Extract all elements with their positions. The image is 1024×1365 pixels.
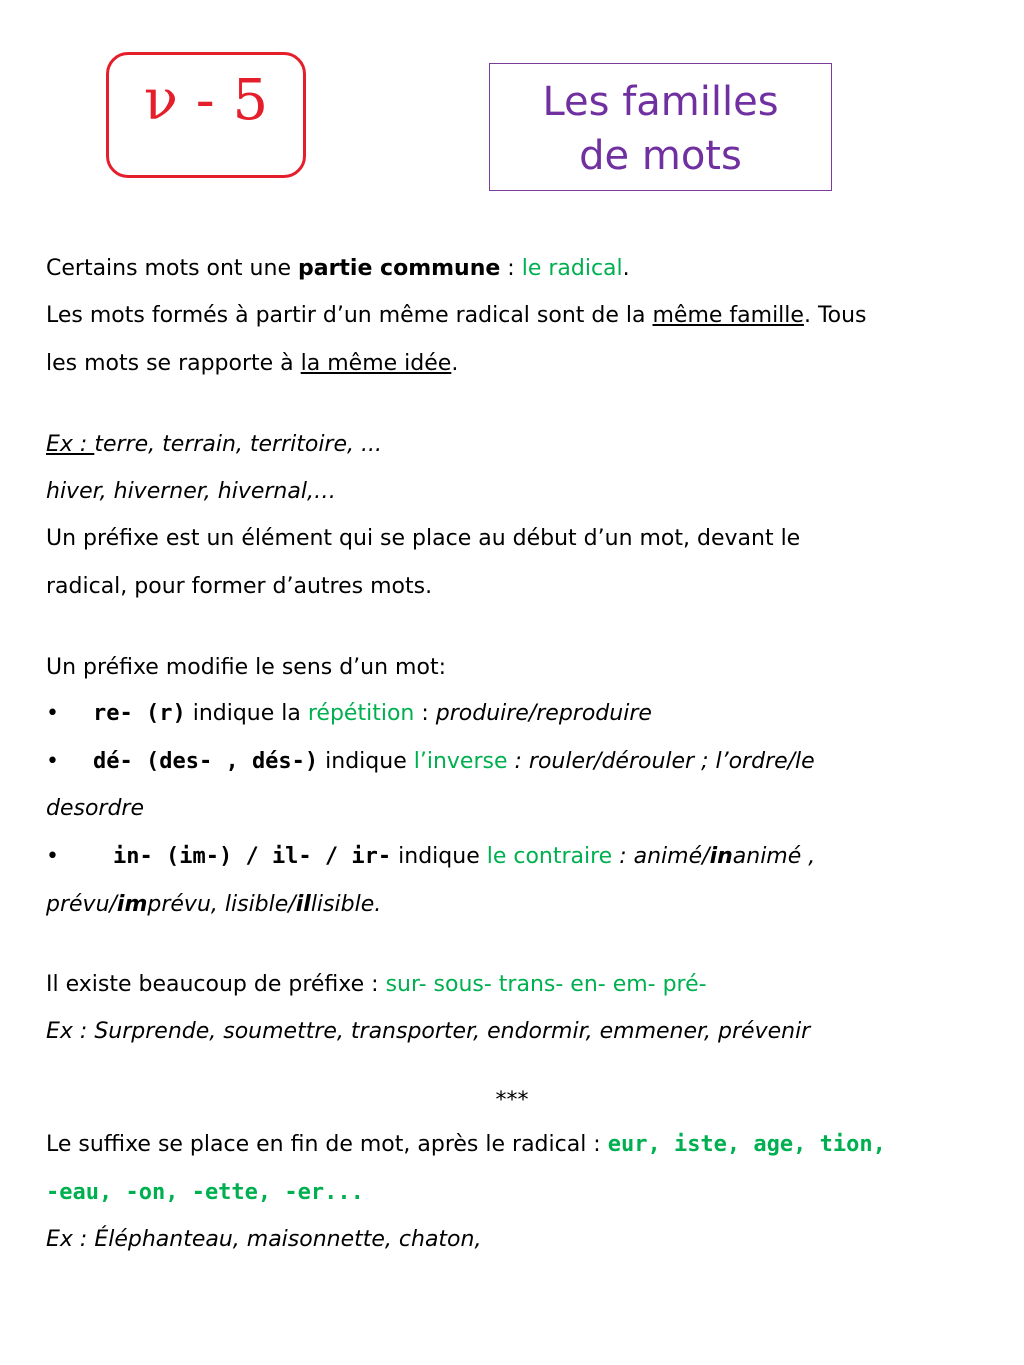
keyword-partie-commune: partie commune <box>297 256 501 281</box>
example: lisible. <box>310 892 382 917</box>
example: : rouler/dérouler ; l’ordre/le <box>507 749 815 774</box>
bullet-in-continuation <box>46 894 381 916</box>
prefix-in: in- (im-) / il- / ir- <box>113 844 392 869</box>
text: les mots se rapporte à <box>46 351 301 376</box>
text: : <box>500 256 522 281</box>
meaning-contraire: le contraire <box>486 844 613 869</box>
prefix-definition-1: Un préfixe est un élément qui se place au début d’un mot, devant le <box>46 526 801 551</box>
lesson-number: ν - 5 <box>143 68 269 133</box>
bullet-in <box>46 846 815 868</box>
bullet-icon: • <box>46 701 59 726</box>
text: . Tous <box>803 303 867 328</box>
bullet-de <box>46 751 815 773</box>
suffix-example: Ex : Éléphanteau, maisonnette, chaton, <box>46 1227 482 1252</box>
example: prévu/ <box>46 892 117 917</box>
prefix-de: dé- (des- , dés-) <box>93 749 319 774</box>
example-line-1 <box>46 434 382 456</box>
suffix-list: eur, iste, age, tion, <box>607 1132 886 1157</box>
bullet-de-continuation: desordre <box>46 796 145 821</box>
prefix-list: sur- sous- trans- en- em- pré- <box>385 972 707 997</box>
title-line-1: Les familles <box>542 79 779 125</box>
intro-line-3 <box>46 353 458 375</box>
example: prévu, lisible/ <box>147 892 296 917</box>
example-prefix: in <box>709 844 733 869</box>
suffix-line-1 <box>46 1134 886 1156</box>
suffix-line-2: -eau, -on, -ette, -er... <box>46 1180 364 1205</box>
text: Le suffixe se place en fin de mot, après le radical : <box>46 1132 608 1157</box>
prefix-definition-2: radical, pour former d’autres mots. <box>46 574 433 599</box>
text: indique <box>318 749 414 774</box>
bullet-icon: • <box>46 844 59 869</box>
many-prefixes-line <box>46 974 707 996</box>
text: Certains mots ont une <box>46 256 298 281</box>
example-label: Ex : <box>46 432 95 457</box>
separator: *** <box>495 1088 529 1113</box>
bullet-re <box>46 703 652 725</box>
intro-line-1 <box>46 258 630 280</box>
title-line-2: de mots <box>579 133 742 179</box>
example-prefix: im <box>116 892 148 917</box>
example: produire/reproduire <box>435 701 652 726</box>
text: indique la <box>185 701 308 726</box>
example-text: terre, terrain, territoire, ... <box>94 432 382 457</box>
bullet-icon: • <box>46 749 59 774</box>
example: : animé/ <box>612 844 710 869</box>
prefix-modifies-line: Un préfixe modifie le sens d’un mot: <box>46 655 446 680</box>
lesson-number-badge <box>106 52 306 178</box>
many-prefixes-example: Ex : Surprende, soumettre, transporter, endormir, emmener, prévenir <box>46 1019 811 1044</box>
prefix-re: re- (r) <box>93 701 186 726</box>
text: . <box>622 256 630 281</box>
meaning-repetition: répétition <box>307 701 415 726</box>
intro-line-2 <box>46 305 867 327</box>
example: animé , <box>732 844 816 869</box>
keyword-meme-famille: même famille <box>652 303 804 328</box>
text: : <box>414 701 436 726</box>
example-line-2: hiver, hiverner, hivernal,… <box>46 479 336 504</box>
meaning-inverse: l’inverse <box>413 749 508 774</box>
text: . <box>451 351 459 376</box>
title-box <box>489 63 832 191</box>
example-prefix: il <box>295 892 311 917</box>
keyword-meme-idee: la même idée <box>300 351 452 376</box>
keyword-radical: le radical <box>521 256 623 281</box>
text: Les mots formés à partir d’un même radical sont de la <box>46 303 653 328</box>
text: Il existe beaucoup de préfixe : <box>46 972 386 997</box>
text: indique <box>391 844 487 869</box>
